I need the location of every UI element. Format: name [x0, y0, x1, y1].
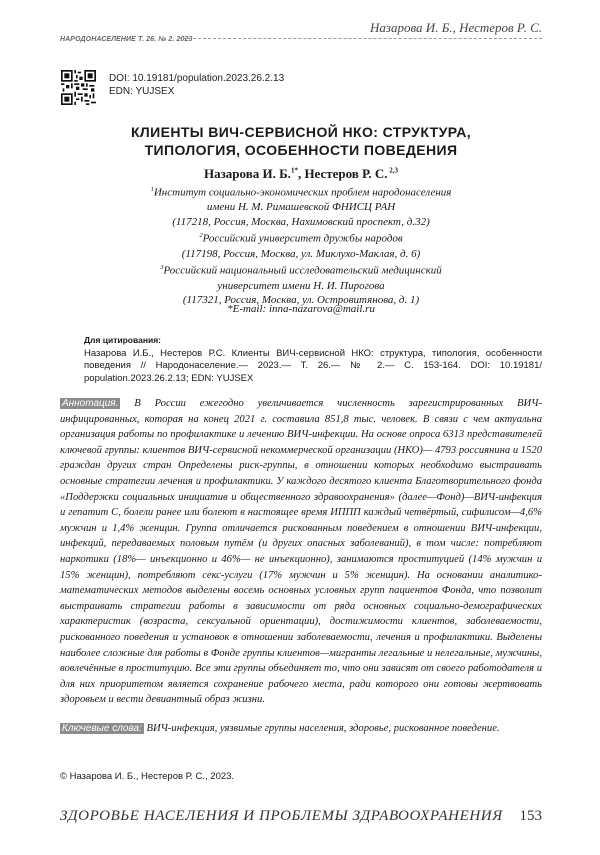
- author-1-affiliation: 1*: [290, 166, 298, 175]
- affiliation-line: имени Н. М. Римашевской ФНИСЦ РАН: [206, 201, 396, 214]
- affiliation-line: Институт социально-экономических проблем народонаселения: [153, 186, 452, 199]
- author-1: Назарова И. Б.: [203, 166, 291, 181]
- author-separator: ,: [297, 166, 305, 181]
- edn: EDN: YUJSEX: [109, 86, 175, 97]
- affiliation-address: (117218, Россия, Москва, Нахимовский проспект, д.32): [172, 215, 430, 228]
- author-2: Нестеров Р. С.: [304, 166, 388, 181]
- author-2-affiliation: 2,3: [387, 166, 399, 175]
- keywords-label: Ключевые слова:: [62, 723, 142, 734]
- title-line-1: КЛИЕНТЫ ВИЧ-СЕРВИСНОЙ НКО: СТРУКТУРА,: [130, 124, 472, 140]
- header-rule: [178, 38, 542, 39]
- affiliation-number: 2: [199, 232, 203, 240]
- affiliations: [60, 183, 542, 308]
- affiliation-number: 1: [150, 186, 154, 193]
- title-line-2: ТИПОЛОГИЯ, ОСОБЕННОСТИ ПОВЕДЕНИЯ: [144, 142, 458, 158]
- doi-block: [109, 72, 284, 98]
- affiliation-address: (117321, Россия, Москва, ул. Островитянова, д. 1): [182, 294, 420, 307]
- affiliation-line: Российский национальный исследовательский медицинский: [163, 264, 442, 277]
- affiliation-line: Российский университет дружбы народов: [202, 233, 403, 246]
- citation-heading: Для цитирования:: [84, 335, 161, 345]
- abstract-text: В России ежегодно увеличивается численность зарегистрированных ВИЧ-инфицированных, которая на конец 2021 г. составила 851,8 тыс. человек. В связи с чем актуальна организация работы по профилактике и лечению ВИЧ-инфекции. На основе опроса 6313 представителей ключевой группы: клиентов ВИЧ-сервисной некоммерческой организации (НКО)— 4793 россиянина и 1520 граждан других стран Определены риск-группы, в отношении которых необходимо выстраивать основные стратегии лечения и профилактики. У каждого десятого клиента Благотворительного фонда «Поддержки социальных инициатив и общественного здравоохранения» (далее—Фонд)—ВИЧ-инфекция и гепатит С, болели ранее или болеют в настоящее время ИППП каждый четвёртый, сифилисом—4,6% мужчин и 1,4% женщин. Группа отличается рискованным поведением в отношении ВИЧ-инфекции, инфекций, передаваемых половым путём (и других опасных заболеваний), в том числе: потребляют наркотики (18%— инъекционно и 46%— не инъекционно), занимаются проституцией (14% мужчин и 15% женщин), потребляют секс-услуги (17% мужчин и 5% женщин). На основании аналитико-математических методов выделены восемь основных условных групп пациентов Фонда, что позволит выстраивать стратегии работы в зависимости от ряда основных социально-демографических характеристик (возраста, сексуальной ориентации), достижимости клиентов, заболеваемости, рискованного поведения и установок в отношении заболеваемости, лечения и профилактики. Выделены наиболее сложные для работы в Фонде группы клиентов—мигранты легальные и нелегальные, мужчины, вовлечённые в проституцию. Все эти группы объединяет то, что они зависят от своего работодателя и для них приоритетом является сохранение рабочего места, ради которого они готовы жертвовать здоровьем и вести девиантный образ жизни.: [60, 398, 542, 706]
- citation-text: Назарова И.Б., Нестеров Р.С. Клиенты ВИЧ-сервисной НКО: структура, типология, особенности поведения // Народонаселение.— 2023.— Т. 26.— № 2.— С. 153-164. DOI: 10.19181/ population.2023.26.2.13; EDN: YUJSEX: [84, 348, 542, 384]
- abstract-label: Аннотация.: [62, 398, 119, 409]
- affiliation-number: 3: [160, 264, 164, 272]
- affiliation-line: университет имени Н. И. Пирогова: [217, 279, 385, 292]
- abstract: [60, 396, 542, 708]
- author-list: [60, 166, 542, 182]
- qr-code-icon: [61, 70, 96, 105]
- doi[interactable]: DOI: 10.19181/population.2023.26.2.13: [109, 73, 285, 84]
- affiliation-address: (117198, Россия, Москва, ул. Миклухо-Маклая, д. 6): [181, 247, 421, 260]
- journal-reference: НАРОДОНАСЕЛЕНИЕ Т. 26. № 2. 2023: [60, 36, 193, 43]
- running-head-authors: Назарова И. Б., Нестеров Р. С.: [370, 20, 542, 35]
- corresponding-email[interactable]: *E-mail: inna-nazarova@mail.ru: [227, 303, 375, 315]
- footer-journal-name: ЗДОРОВЬЕ НАСЕЛЕНИЯ И ПРОБЛЕМЫ ЗДРАВООХРАНЕНИЯ: [60, 808, 503, 824]
- article-title: [60, 123, 542, 159]
- page-number: 153: [519, 808, 542, 824]
- copyright: © Назарова И. Б., Нестеров Р. С., 2023.: [60, 771, 235, 782]
- keywords: [60, 721, 542, 737]
- keywords-text: ВИЧ-инфекция, уязвимые группы населения, здоровье, рискованное поведение.: [146, 723, 500, 734]
